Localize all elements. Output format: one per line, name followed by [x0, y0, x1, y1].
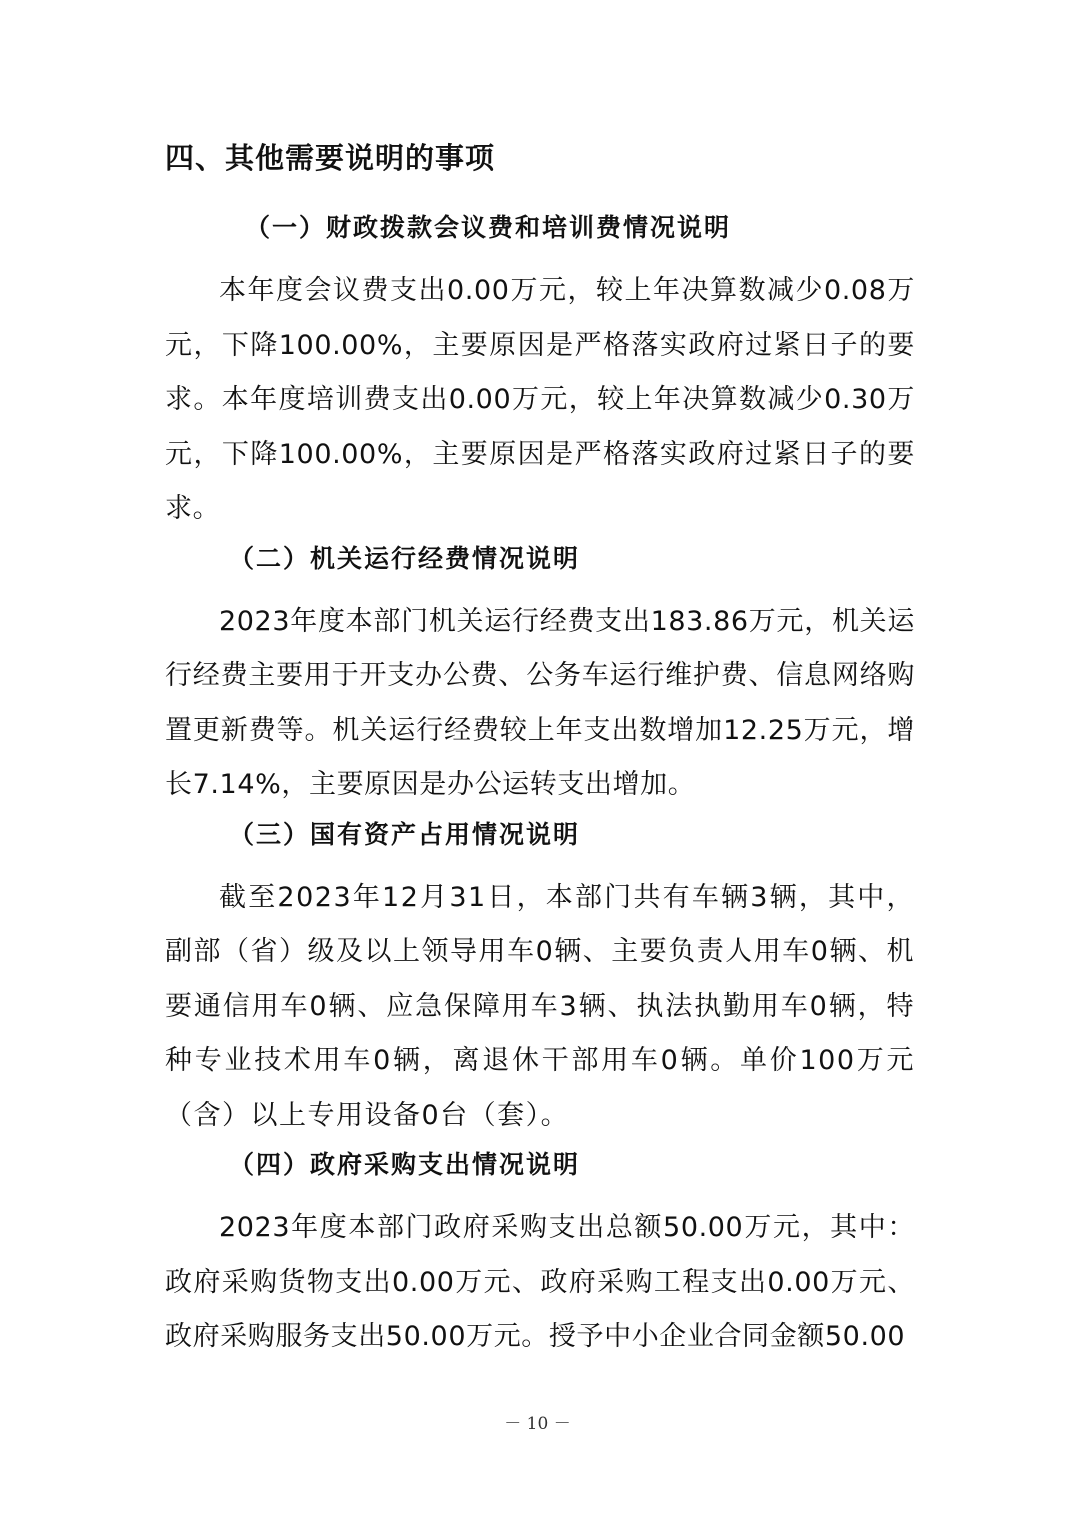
- paragraph-state-assets: 截至2023年12月31日，本部门共有车辆3辆，其中，副部（省）级及以上领导用车0辆、主要负责人用车0辆、机要通信用车0辆、应急保障用车3辆、执法执勤用车0辆，特种专业技术用车0辆，离退休干部用车0辆。单价100万元（含）以上专用设备0台（套）。: [165, 881, 915, 1131]
- paragraph-meeting-training: 本年度会议费支出0.00万元，较上年决算数减少0.08万元，下降100.00%，主要原因是严格落实政府过紧日子的要求。本年度培训费支出0.00万元，较上年决算数减少0.30万元，下降100.00%，主要原因是严格落实政府过紧日子的要求。: [165, 275, 915, 524]
- subsection-title-state-assets: （三）国有资产占用情况说明: [229, 819, 581, 849]
- paragraph-procurement: 2023年度本部门政府采购支出总额50.00万元，其中：政府采购货物支出0.00万元、政府采购工程支出0.00万元、政府采购服务支出50.00万元。授予中小企业合同金额50.00: [165, 1212, 915, 1352]
- subsection-title-procurement: （四）政府采购支出情况说明: [229, 1150, 581, 1179]
- paragraph-operating-funds: 2023年度本部门机关运行经费支出183.86万元，机关运行经费主要用于开支办公费、公务车运行维护费、信息网络购置更新费等。机关运行经费较上年支出数增加12.25万元，增长7.14%，主要原因是办公运转支出增加。: [165, 605, 915, 800]
- subsection-title-meeting-training: （一）财政拨款会议费和培训费情况说明: [245, 213, 732, 242]
- page-number: － 10 －: [504, 1414, 571, 1434]
- subsection-title-operating-funds: （二）机关运行经费情况说明: [229, 543, 581, 573]
- page-content: [165, 128, 915, 1367]
- section-heading: 四、其他需要说明的事项: [165, 141, 496, 175]
